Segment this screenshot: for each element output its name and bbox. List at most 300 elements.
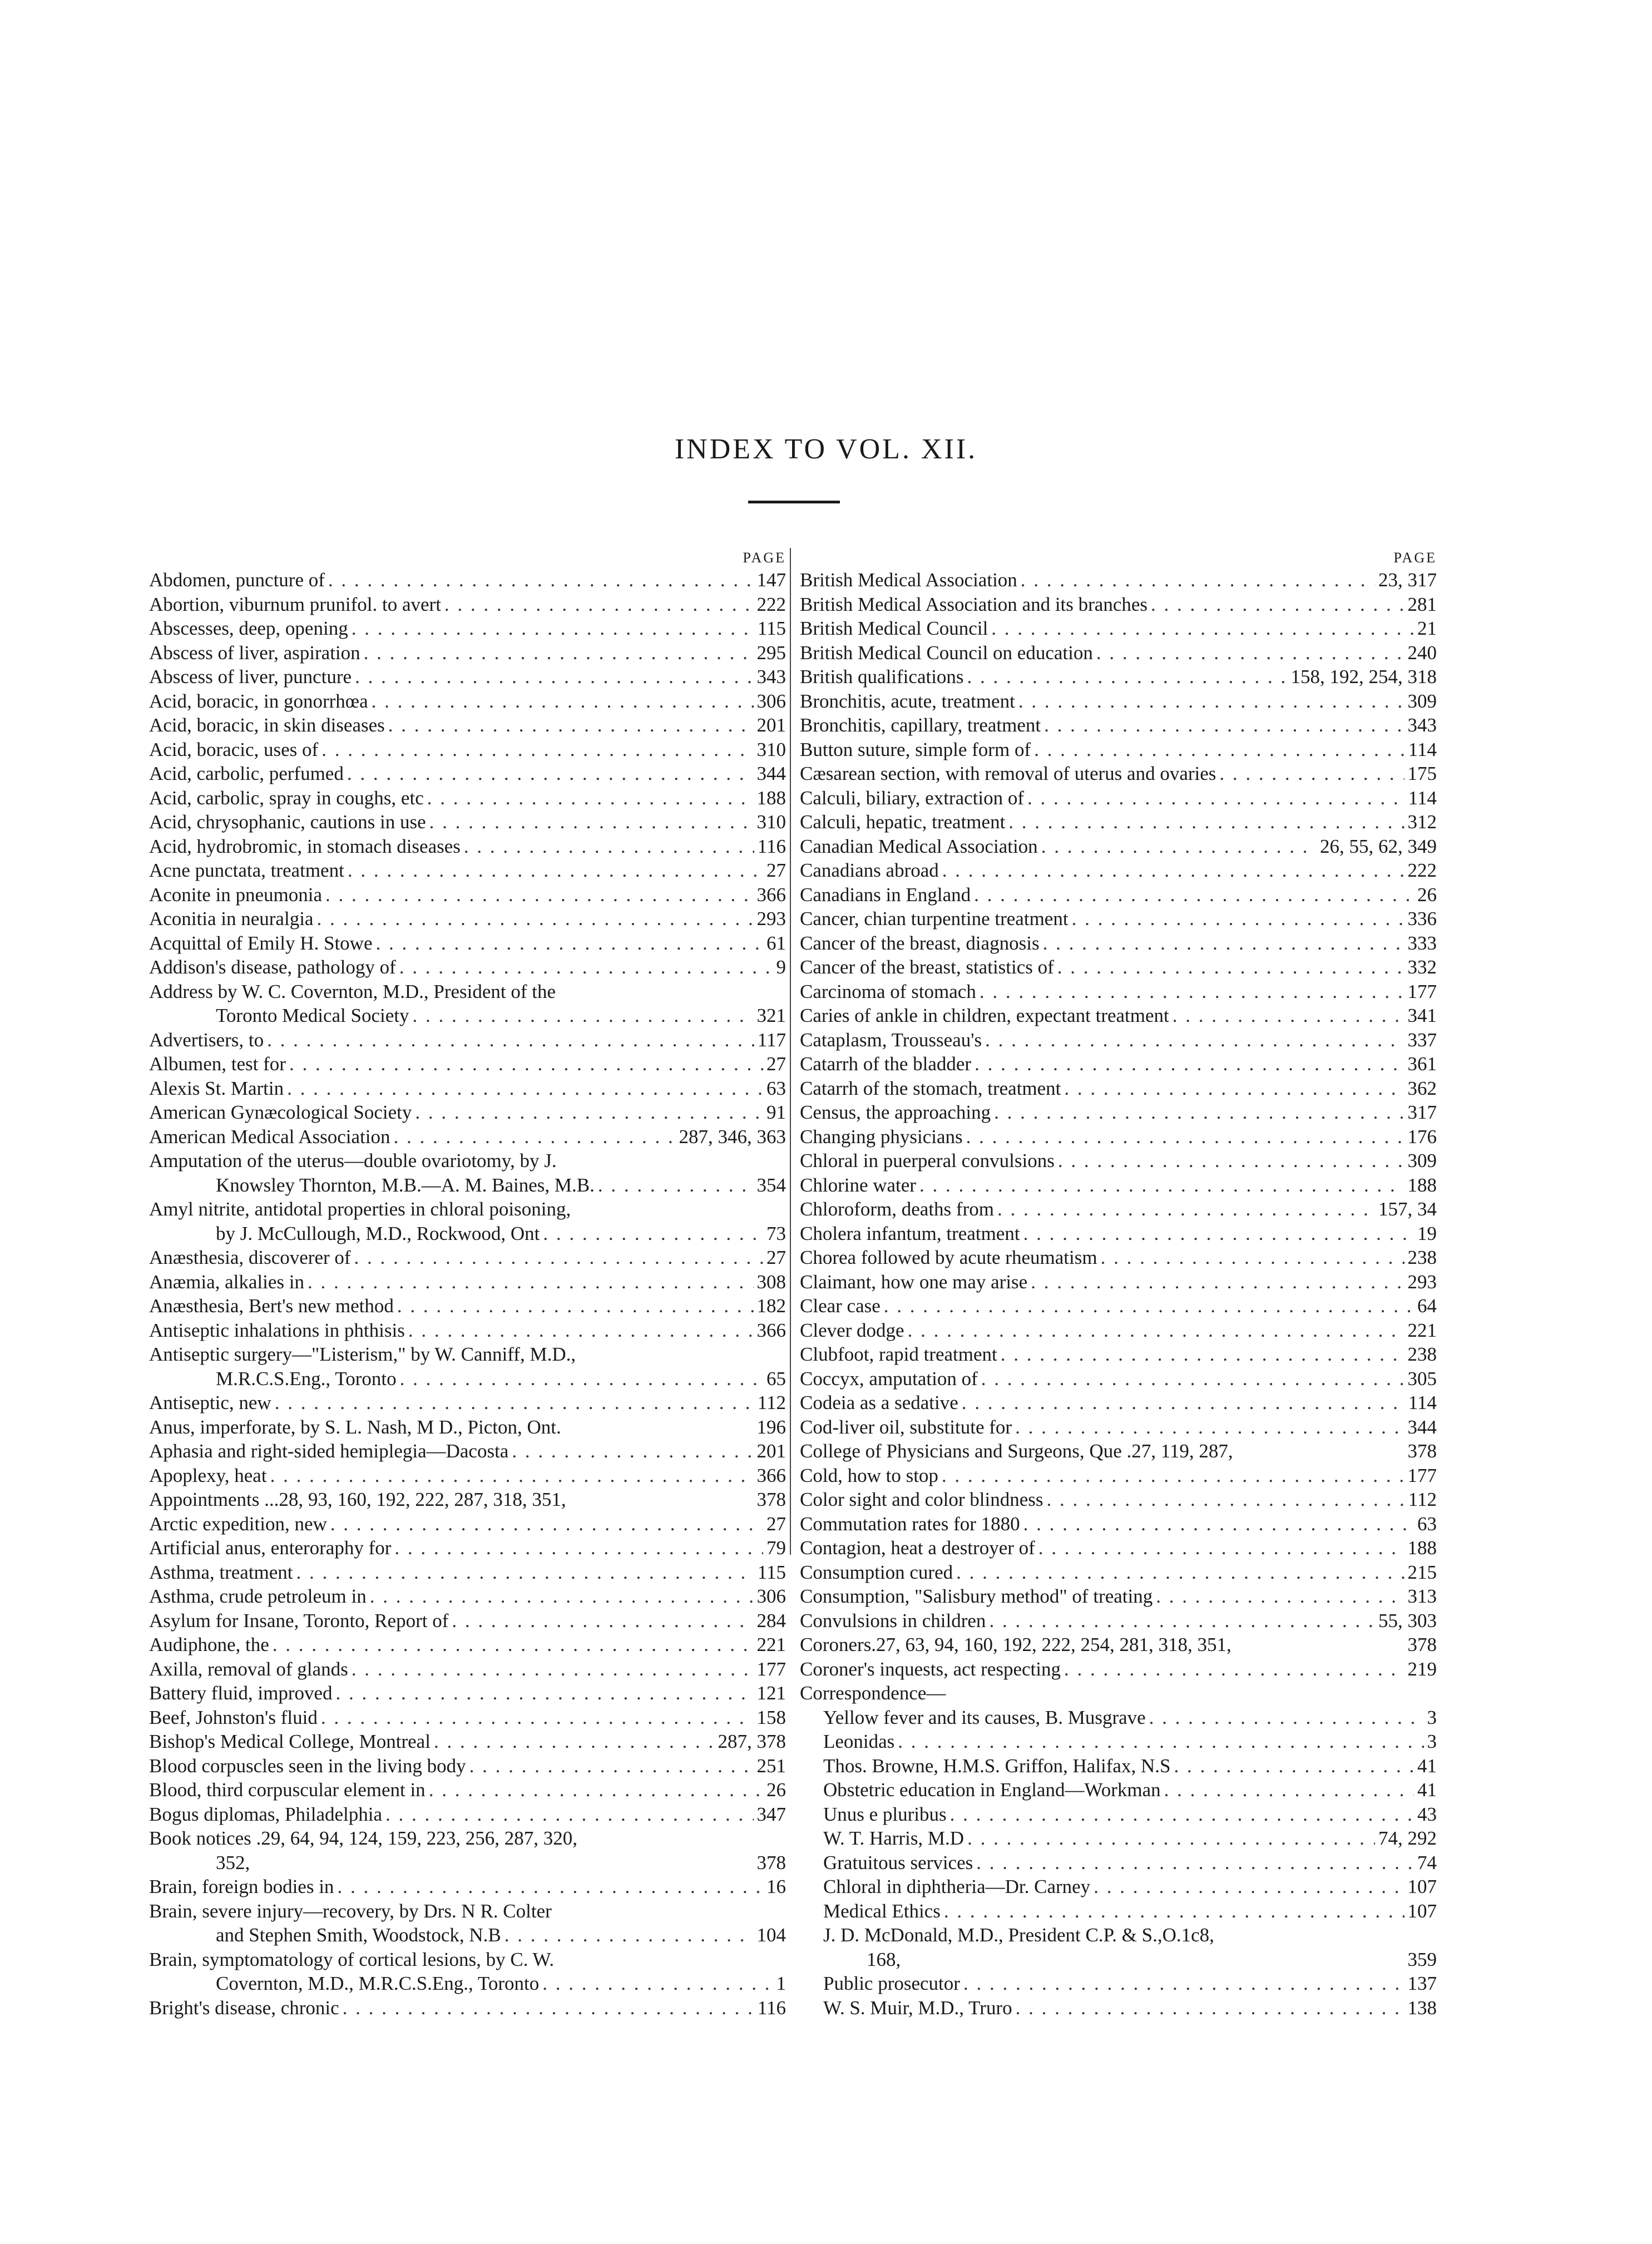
dot-leader	[884, 1294, 1414, 1318]
dot-leader	[1058, 1149, 1404, 1173]
entry-text: Cancer of the breast, diagnosis	[800, 932, 1040, 954]
dot-leader	[1046, 1487, 1404, 1512]
dot-leader	[512, 1439, 753, 1464]
entry-page-number: 222	[756, 593, 786, 615]
dot-leader	[543, 1222, 763, 1246]
index-entry	[800, 1923, 1437, 1948]
index-entry	[149, 1076, 786, 1101]
dot-leader	[981, 1367, 1404, 1391]
entry-text: Bronchitis, acute, treatment	[800, 690, 1015, 712]
dot-leader	[337, 1875, 763, 1899]
index-entry	[149, 1125, 786, 1149]
entry-text: Medical Ethics	[823, 1900, 941, 1922]
dot-leader	[1094, 1875, 1404, 1899]
entry-page-number: 309	[1407, 1150, 1437, 1172]
dot-leader	[504, 1923, 754, 1948]
dot-leader	[1072, 907, 1404, 931]
entry-page-number: 310	[756, 811, 786, 833]
entry-page-number: 116	[757, 1996, 786, 2019]
dot-leader	[1164, 1778, 1414, 1802]
dot-leader	[370, 1584, 754, 1609]
entry-text: Anæsthesia, Bert's new method	[149, 1295, 394, 1317]
entry-text: Abdomen, puncture of	[149, 569, 325, 591]
right-entries	[800, 568, 1437, 2020]
dot-leader	[950, 1802, 1414, 1827]
index-entry	[800, 1052, 1437, 1076]
entry-page-number: 312	[1407, 811, 1437, 833]
entry-text: Address by W. C. Covernton, M.D., President of the	[149, 980, 556, 1002]
entry-page-number: 27	[766, 1513, 786, 1535]
entry-text: Claimant, how one may arise	[800, 1271, 1028, 1293]
entry-text: Coroners.27, 63, 94, 160, 192, 222, 254, 281, 318, 351,	[800, 1634, 1231, 1655]
entry-text: Cancer, chian turpentine treatment	[800, 908, 1069, 930]
entry-text: Coroner's inquests, act respecting	[800, 1658, 1061, 1680]
dot-leader	[394, 1536, 763, 1560]
index-entry	[800, 1706, 1437, 1730]
index-entry	[149, 1367, 786, 1391]
entry-text: Aconite in pneumonia	[149, 883, 323, 906]
index-entry	[149, 1633, 786, 1657]
entry-text: Census, the approaching	[800, 1101, 991, 1123]
entry-text: Albumen, test for	[149, 1053, 286, 1075]
index-entry	[800, 713, 1437, 738]
entry-text: Acid, boracic, in gonorrhœa	[149, 690, 368, 712]
entry-page-number: 287, 378	[718, 1731, 786, 1752]
entry-page-number: 104	[756, 1924, 786, 1946]
entry-text: Color sight and color blindness	[800, 1489, 1043, 1510]
index-entry	[149, 1754, 786, 1778]
entry-page-number: 306	[756, 690, 786, 712]
entry-page-number: 64	[1417, 1295, 1437, 1317]
entry-page-number: 74	[1417, 1851, 1437, 1874]
entry-text: Convulsions in children	[800, 1609, 986, 1632]
dot-leader	[1023, 1512, 1414, 1536]
entry-text: Correspondence—	[800, 1682, 946, 1704]
dot-leader	[985, 1028, 1404, 1052]
entry-page-number: 336	[1407, 908, 1437, 930]
entry-page-number: 41	[1417, 1779, 1437, 1801]
entry-text: 352,	[216, 1851, 250, 1874]
page-column-header: PAGE	[743, 550, 786, 566]
dot-leader	[444, 592, 754, 617]
index-entry	[149, 883, 786, 907]
dot-leader	[944, 1899, 1404, 1924]
entry-page-number: 74, 292	[1378, 1827, 1437, 1849]
dot-leader	[348, 858, 763, 883]
entry-text: Clubfoot, rapid treatment	[800, 1343, 997, 1365]
entry-page-number: 378	[756, 1489, 786, 1510]
index-entry	[800, 858, 1437, 883]
entry-page-number: 61	[766, 932, 786, 954]
entry-page-number: 238	[1407, 1247, 1437, 1268]
index-entry	[149, 858, 786, 883]
index-entry	[800, 1729, 1437, 1754]
entry-page-number: 219	[1407, 1658, 1437, 1680]
entry-text: Cataplasm, Trousseau's	[800, 1029, 982, 1051]
entry-text: Acid, boracic, in skin diseases	[149, 714, 385, 736]
index-entry	[149, 1584, 786, 1609]
index-entry	[149, 1851, 786, 1875]
index-entry	[149, 1826, 786, 1851]
entry-page-number: 215	[1407, 1561, 1437, 1583]
dot-leader	[975, 1052, 1404, 1076]
index-entry	[149, 1464, 786, 1488]
entry-text: Blood, third corpuscular element in	[149, 1779, 426, 1801]
entry-text: Catarrh of the bladder	[800, 1053, 972, 1075]
entry-page-number: 116	[757, 835, 786, 857]
index-entry	[800, 931, 1437, 956]
entry-page-number: 3	[1427, 1706, 1437, 1728]
entry-page-number: 343	[756, 666, 786, 688]
index-entry	[149, 1052, 786, 1076]
dot-leader	[967, 1826, 1375, 1851]
index-entry	[800, 1657, 1437, 1682]
entry-text: Asylum for Insane, Toronto, Report of	[149, 1609, 449, 1632]
dot-leader	[1064, 1076, 1404, 1101]
index-entry	[149, 1971, 786, 1996]
index-entry	[800, 689, 1437, 714]
entry-page-number: 177	[1407, 980, 1437, 1002]
entry-page-number: 308	[756, 1271, 786, 1293]
dot-leader	[397, 1294, 754, 1318]
entry-page-number: 284	[756, 1609, 786, 1632]
dot-leader	[919, 1173, 1404, 1198]
index-entry	[149, 1609, 786, 1633]
entry-page-number: 112	[757, 1392, 786, 1413]
index-entry	[800, 1294, 1437, 1318]
dot-leader	[352, 616, 754, 641]
entry-text: Acid, carbolic, perfumed	[149, 763, 344, 784]
entry-text: Bright's disease, chronic	[149, 1996, 339, 2019]
entry-text: Cancer of the breast, statistics of	[800, 956, 1054, 978]
entry-text: Button suture, simple form of	[800, 738, 1031, 760]
index-entry	[800, 1391, 1437, 1415]
entry-page-number: 306	[756, 1585, 786, 1607]
dot-leader	[296, 1560, 754, 1585]
dot-leader	[412, 1004, 753, 1028]
entry-page-number: 112	[1408, 1489, 1437, 1510]
dot-leader	[469, 1754, 754, 1778]
dot-leader	[1023, 1222, 1414, 1246]
entry-text: Chloral in puerperal convulsions	[800, 1150, 1055, 1172]
entry-page-number: 344	[1407, 1416, 1437, 1438]
entry-page-number: 321	[756, 1005, 786, 1026]
dot-leader	[976, 1851, 1414, 1875]
entry-text: Anæmia, alkalies in	[149, 1271, 304, 1293]
entry-page-number: 251	[756, 1754, 786, 1777]
entry-text: Caries of ankle in children, expectant treatment	[800, 1005, 1169, 1026]
entry-page-number: 201	[756, 714, 786, 736]
dot-leader	[598, 1173, 754, 1198]
dot-leader	[1219, 762, 1404, 786]
index-entry	[149, 1318, 786, 1343]
entry-text: British Medical Council	[800, 617, 988, 639]
entry-text: Advertisers, to	[149, 1029, 264, 1051]
dot-leader	[328, 568, 754, 592]
entry-text: Chloroform, deaths from	[800, 1198, 994, 1220]
dot-leader	[991, 616, 1414, 641]
index-entry	[149, 1173, 786, 1198]
entry-page-number: 222	[1407, 859, 1437, 881]
entry-text: Cold, how to stop	[800, 1464, 938, 1486]
entry-text: Asthma, crude petroleum in	[149, 1585, 367, 1607]
entry-text: Clever dodge	[800, 1319, 904, 1341]
dot-leader	[388, 713, 754, 738]
index-entry	[149, 1536, 786, 1560]
entry-page-number: 9	[776, 956, 786, 978]
entry-page-number: 293	[756, 908, 786, 930]
left-column	[149, 548, 786, 2020]
entry-page-number: 361	[1407, 1053, 1437, 1075]
entry-text: Chlorine water	[800, 1174, 916, 1196]
index-entry	[800, 955, 1437, 980]
entry-page-number: 1	[776, 1973, 786, 1994]
entry-text: and Stephen Smith, Woodstock, N.B	[216, 1924, 501, 1946]
index-entry	[800, 1342, 1437, 1367]
entry-text: Changing physicians	[800, 1125, 963, 1148]
dot-leader	[343, 1996, 754, 2020]
index-entry	[800, 786, 1437, 810]
dot-leader	[1156, 1584, 1404, 1609]
index-entry	[149, 786, 786, 810]
index-entry	[149, 810, 786, 834]
dot-leader	[400, 1367, 763, 1391]
entry-page-number: 378	[756, 1851, 786, 1874]
dot-leader	[352, 1657, 754, 1682]
entry-text: Audiphone, the	[149, 1634, 269, 1655]
entry-text: Abortion, viburnum prunifol. to avert	[149, 593, 441, 615]
right-column	[800, 548, 1437, 2020]
entry-page-number: 16	[766, 1876, 786, 1897]
entry-text: Chloral in diphtheria—Dr. Carney	[823, 1876, 1091, 1897]
index-entry	[149, 1923, 786, 1948]
entry-page-number: 26	[766, 1779, 786, 1801]
entry-text: J. D. McDonald, M.D., President C.P. & S.,O.1c8,	[823, 1924, 1214, 1946]
column-divider	[790, 548, 791, 1555]
entry-page-number: 27	[766, 859, 786, 881]
entry-page-number: 158, 192, 254, 318	[1290, 666, 1437, 688]
index-entry	[149, 1681, 786, 1706]
entry-text: Cod-liver oil, substitute for	[800, 1416, 1012, 1438]
entry-text: Bronchitis, capillary, treatment	[800, 714, 1041, 736]
index-entry	[149, 1294, 786, 1318]
entry-page-number: 63	[766, 1077, 786, 1099]
entry-text: 168,	[867, 1948, 901, 1970]
index-entry	[149, 834, 786, 859]
entry-text: Beef, Johnston's fluid	[149, 1706, 318, 1728]
entry-page-number: 21	[1417, 617, 1437, 639]
entry-text: Amputation of the uterus—double ovariotomy, by J.	[149, 1150, 557, 1172]
index-entry	[149, 713, 786, 738]
index-entry	[800, 592, 1437, 617]
entry-page-number: 347	[756, 1803, 786, 1825]
index-entry	[149, 1899, 786, 1924]
index-entry	[149, 1560, 786, 1585]
dot-leader	[1151, 592, 1404, 617]
entry-text: Obstetric education in England—Workman	[823, 1779, 1161, 1801]
entry-text: Axilla, removal of glands	[149, 1658, 348, 1680]
index-entry	[149, 1875, 786, 1899]
index-entry	[800, 1971, 1437, 1996]
dot-leader	[399, 955, 773, 980]
index-entry	[800, 1778, 1437, 1802]
dot-leader	[308, 1270, 754, 1294]
dot-leader	[1101, 1245, 1404, 1270]
entry-page-number: 41	[1417, 1754, 1437, 1777]
dot-leader	[429, 810, 754, 834]
entry-text: Book notices .29, 64, 94, 124, 159, 223, 256, 287, 320,	[149, 1827, 577, 1849]
index-entry	[149, 1948, 786, 1972]
index-entry	[149, 641, 786, 665]
dot-leader	[336, 1681, 754, 1706]
index-entry	[800, 738, 1437, 762]
dot-leader	[1149, 1706, 1424, 1730]
entry-page-number: 121	[756, 1682, 786, 1704]
dot-leader	[974, 883, 1414, 907]
entry-text: British Medical Council on education	[800, 641, 1093, 664]
entry-page-number: 313	[1407, 1585, 1437, 1607]
entry-page-number: 23, 317	[1378, 569, 1437, 591]
index-entry	[149, 762, 786, 786]
index-entry	[800, 762, 1437, 786]
index-entry	[800, 1584, 1437, 1609]
dot-leader	[429, 1778, 763, 1802]
entry-text: Unus e pluribus	[823, 1803, 947, 1825]
index-entry	[800, 907, 1437, 931]
dot-leader	[287, 1076, 763, 1101]
index-entry	[800, 1028, 1437, 1052]
entry-page-number: 115	[757, 1561, 786, 1583]
entry-page-number: 157, 34	[1378, 1198, 1437, 1220]
dot-leader	[415, 1100, 763, 1125]
entry-text: American Gynæcological Society	[149, 1101, 412, 1123]
entry-page-number: 341	[1407, 1005, 1437, 1026]
entry-text: Alexis St. Martin	[149, 1077, 284, 1099]
index-entry	[800, 1464, 1437, 1488]
index-entry	[149, 1100, 786, 1125]
entry-page-number: 305	[1407, 1367, 1437, 1390]
dot-leader	[364, 641, 754, 665]
dot-leader	[1021, 568, 1375, 592]
index-entry	[800, 1125, 1437, 1149]
index-entry	[800, 1875, 1437, 1899]
index-entry	[800, 665, 1437, 689]
index-entry	[800, 834, 1437, 859]
dot-leader	[1096, 641, 1404, 665]
index-entry	[149, 955, 786, 980]
entry-page-number: 221	[1407, 1319, 1437, 1341]
entry-text: British Medical Association	[800, 569, 1017, 591]
index-entry	[149, 738, 786, 762]
entry-page-number: 115	[757, 617, 786, 639]
entry-page-number: 366	[756, 1464, 786, 1486]
dot-leader	[980, 980, 1404, 1004]
entry-text: Catarrh of the stomach, treatment	[800, 1077, 1061, 1099]
dot-leader	[372, 689, 754, 714]
entry-page-number: 287, 346, 363	[679, 1125, 786, 1148]
entry-page-number: 137	[1407, 1973, 1437, 1994]
entry-page-number: 147	[756, 569, 786, 591]
entry-page-number: 317	[1407, 1101, 1437, 1123]
index-entry	[149, 1245, 786, 1270]
dot-leader	[1038, 1536, 1404, 1560]
entry-page-number: 354	[756, 1174, 786, 1196]
entry-text: Appointments ...28, 93, 160, 192, 222, 287, 318, 351,	[149, 1489, 566, 1510]
entry-text: Antiseptic, new	[149, 1392, 271, 1413]
index-entry	[149, 1996, 786, 2020]
entry-text: Calculi, biliary, extraction of	[800, 787, 1025, 809]
index-entry	[149, 665, 786, 689]
entry-text: Clear case	[800, 1295, 881, 1317]
dot-leader	[967, 665, 1288, 689]
entry-text: Artificial anus, enteroraphy for	[149, 1537, 392, 1559]
index-entry	[800, 980, 1437, 1004]
entry-text: Calculi, hepatic, treatment	[800, 811, 1006, 833]
dot-leader	[1008, 810, 1404, 834]
entry-page-number: 309	[1407, 690, 1437, 712]
index-entry	[149, 568, 786, 592]
dot-leader	[962, 1391, 1405, 1415]
entry-page-number: 43	[1417, 1803, 1437, 1825]
entry-text: Arctic expedition, new	[149, 1513, 327, 1535]
index-entry	[149, 931, 786, 956]
index-entry	[800, 1996, 1437, 2020]
entry-text: Abscess of liver, puncture	[149, 666, 352, 688]
entry-page-number: 366	[756, 883, 786, 906]
entry-page-number: 337	[1407, 1029, 1437, 1051]
dot-leader	[1027, 786, 1405, 810]
entry-text: Abscess of liver, aspiration	[149, 641, 360, 664]
entry-page-number: 27	[766, 1053, 786, 1075]
dot-leader	[994, 1100, 1404, 1125]
entry-text: Brain, severe injury—recovery, by Drs. N R. Colter	[149, 1900, 552, 1922]
page-column-header: PAGE	[1393, 550, 1437, 566]
dot-leader	[316, 907, 753, 931]
entry-text: Contagion, heat a destroyer of	[800, 1537, 1035, 1559]
index-entry	[800, 883, 1437, 907]
entry-text: Brain, foreign bodies in	[149, 1876, 334, 1897]
entry-page-number: 362	[1407, 1077, 1437, 1099]
index-entry	[800, 1439, 1437, 1464]
entry-text: Battery fluid, improved	[149, 1682, 333, 1704]
entry-text: Canadians abroad	[800, 859, 939, 881]
index-entry	[800, 1415, 1437, 1440]
entry-text: Acid, boracic, uses of	[149, 738, 319, 760]
entry-text: Acquittal of Emily H. Stowe	[149, 932, 373, 954]
entry-text: Anæsthesia, discoverer of	[149, 1247, 351, 1268]
entry-text: American Medical Association	[149, 1125, 390, 1148]
entry-text: W. T. Harris, M.D	[823, 1827, 965, 1849]
index-entry	[800, 1076, 1437, 1101]
entry-text: Consumption, "Salisbury method" of treating	[800, 1585, 1153, 1607]
entry-text: Antiseptic surgery—"Listerism," by W. Canniff, M.D.,	[149, 1343, 576, 1365]
dot-leader	[355, 665, 753, 689]
index-entry	[800, 1222, 1437, 1246]
dot-leader	[1057, 955, 1404, 980]
entry-text: Bishop's Medical College, Montreal	[149, 1731, 431, 1752]
entry-text: Gratuitous services	[823, 1851, 973, 1874]
entry-page-number: 63	[1417, 1513, 1437, 1535]
index-entry	[149, 907, 786, 931]
index-entry	[149, 1391, 786, 1415]
index-entry	[800, 1899, 1437, 1924]
page-title: INDEX TO VOL. XII.	[674, 433, 978, 465]
entry-page-number: 91	[766, 1101, 786, 1123]
entry-text: Asthma, treatment	[149, 1561, 293, 1583]
dot-leader	[942, 858, 1404, 883]
entry-text: Apoplexy, heat	[149, 1464, 267, 1486]
entry-text: Canadian Medical Association	[800, 835, 1038, 857]
